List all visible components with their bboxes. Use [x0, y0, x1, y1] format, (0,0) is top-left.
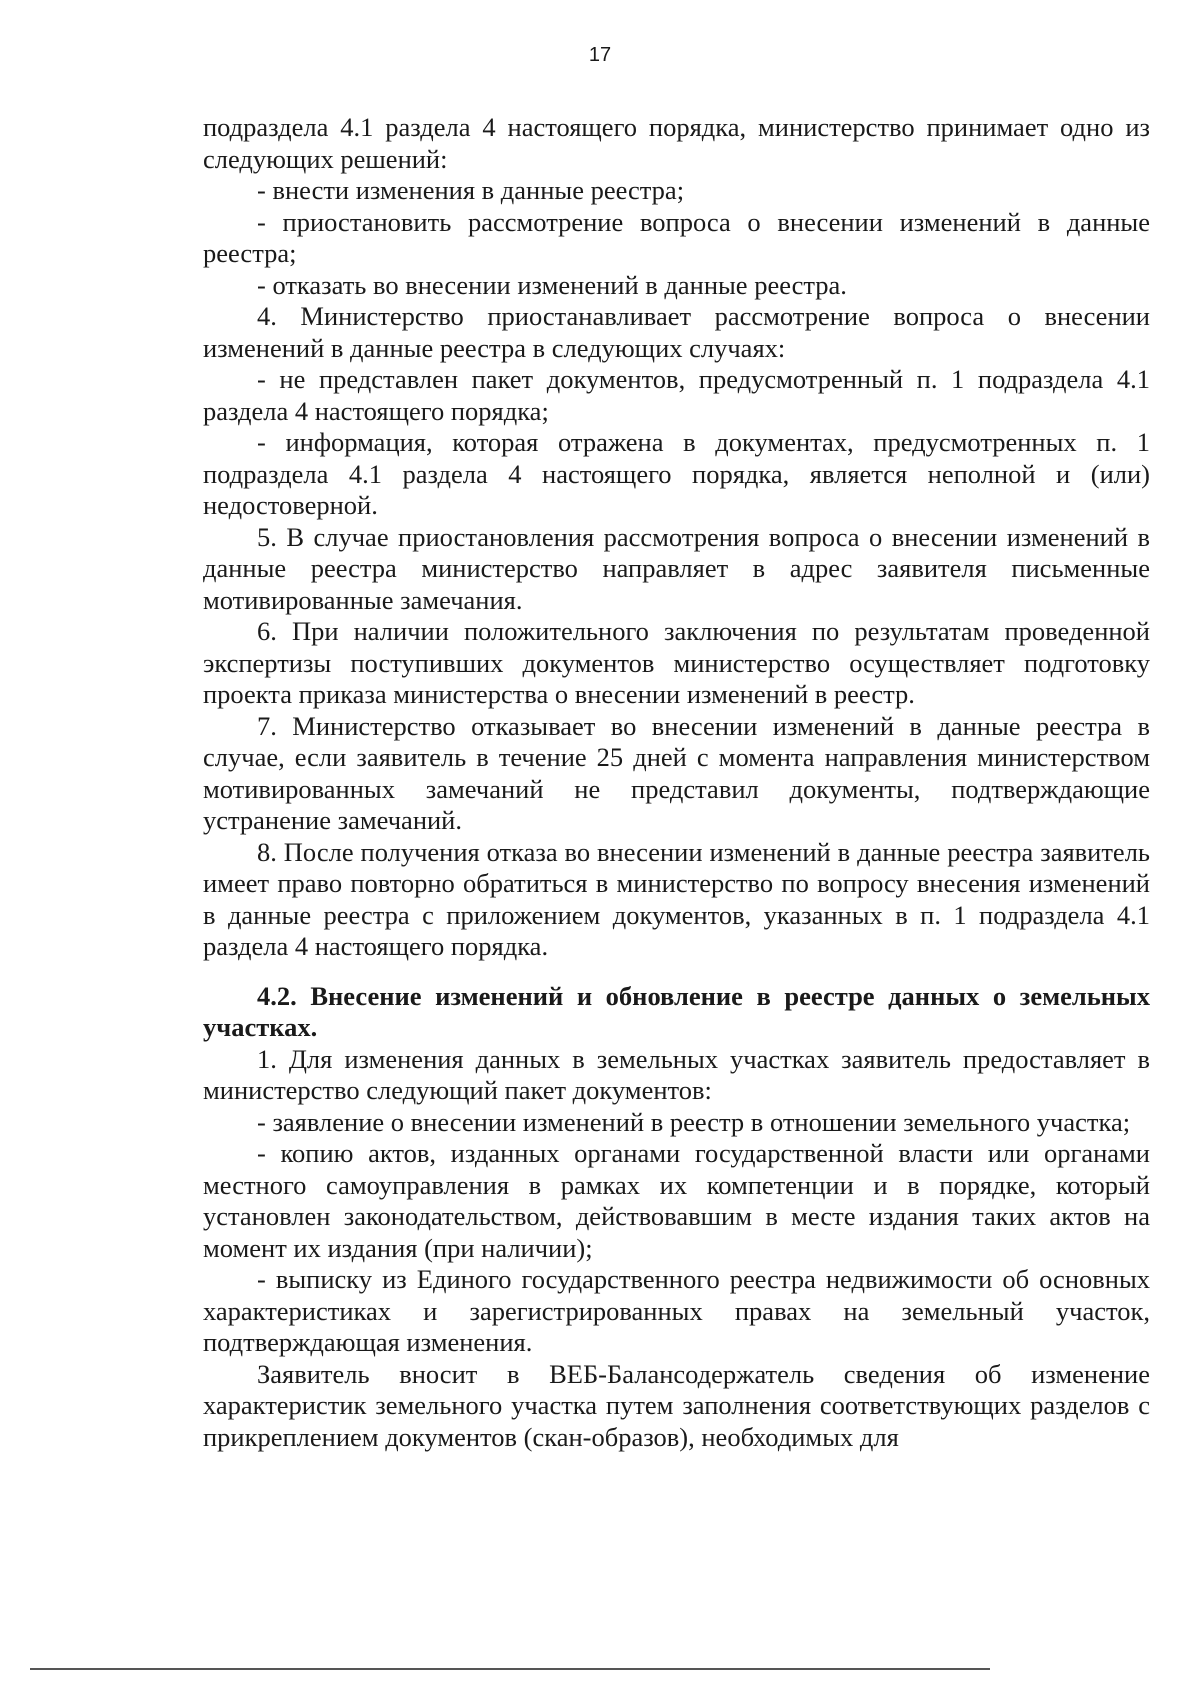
page-number: 17	[588, 44, 612, 66]
section-heading: 4.2. Внесение изменений и обновление в реестре данных о земельных участках.	[203, 980, 1150, 1042]
paragraph: 4. Министерство приостанавливает рассмотрение вопроса о внесении изменений в данные реестра в следующих случаях:	[203, 301, 1150, 363]
list-item: - не представлен пакет документов, предусмотренный п. 1 подраздела 4.1 раздела 4 настоящего порядка;	[203, 364, 1150, 426]
list-item: - приостановить рассмотрение вопроса о внесении изменений в данные реестра;	[203, 206, 1150, 268]
list-item: - копию актов, изданных органами государственной власти или органами местного самоуправления в рамках их компетенции и в порядке, который установлен законодательством, действовавшим в месте издания таких актов на момент их издания (при наличии);	[203, 1138, 1150, 1263]
paragraphs-after	[203, 1044, 1150, 1454]
paragraph: 7. Министерство отказывает во внесении изменений в данные реестра в случае, если заявитель в течение 25 дней с момента направления министерством мотивированных замечаний не представил документы, подтверждающие устранение замечаний.	[203, 710, 1150, 835]
paragraph: 8. После получения отказа во внесении изменений в данные реестра заявитель имеет право повторно обратиться в министерство по вопросу внесения изменений в данные реестра с приложением документов, указанных в п. 1 подраздела 4.1 раздела 4 настоящего порядка.	[203, 836, 1150, 961]
paragraphs-before	[203, 112, 1150, 963]
list-item: - информация, которая отражена в документах, предусмотренных п. 1 подраздела 4.1 раздела 4 настоящего порядка, является неполной и (или) недостоверной.	[203, 427, 1150, 520]
list-item: - заявление о внесении изменений в реестр в отношении земельного участка;	[257, 1106, 1131, 1137]
list-item: - внести изменения в данные реестра;	[257, 175, 685, 205]
paragraph: 6. При наличии положительного заключения по результатам проведенной экспертизы поступивших документов министерство осуществляет подготовку проекта приказа министерства о внесении изменений в реестр.	[203, 616, 1150, 709]
bottom-scan-line	[30, 1668, 990, 1670]
list-item: - отказать во внесении изменений в данные реестра.	[257, 269, 847, 300]
paragraph: 1. Для изменения данных в земельных участках заявитель предоставляет в министерство следующий пакет документов:	[203, 1043, 1150, 1105]
paragraph: подраздела 4.1 раздела 4 настоящего порядка, министерство принимает одно из следующих решений:	[203, 112, 1150, 174]
paragraph: Заявитель вносит в ВЕБ-Балансодержатель сведения об изменение характеристик земельного участка путем заполнения соответствующих разделов с прикреплением документов (скан-образов), необходимых для	[203, 1358, 1150, 1452]
list-item: - выписку из Единого государственного реестра недвижимости об основных характеристиках и зарегистрированных правах на земельный участок, подтверждающая изменения.	[203, 1264, 1150, 1357]
document-body	[203, 112, 1150, 1453]
paragraph: 5. В случае приостановления рассмотрения вопроса о внесении изменений в данные реестра министерство направляет в адрес заявителя письменные мотивированные замечания.	[203, 521, 1150, 615]
